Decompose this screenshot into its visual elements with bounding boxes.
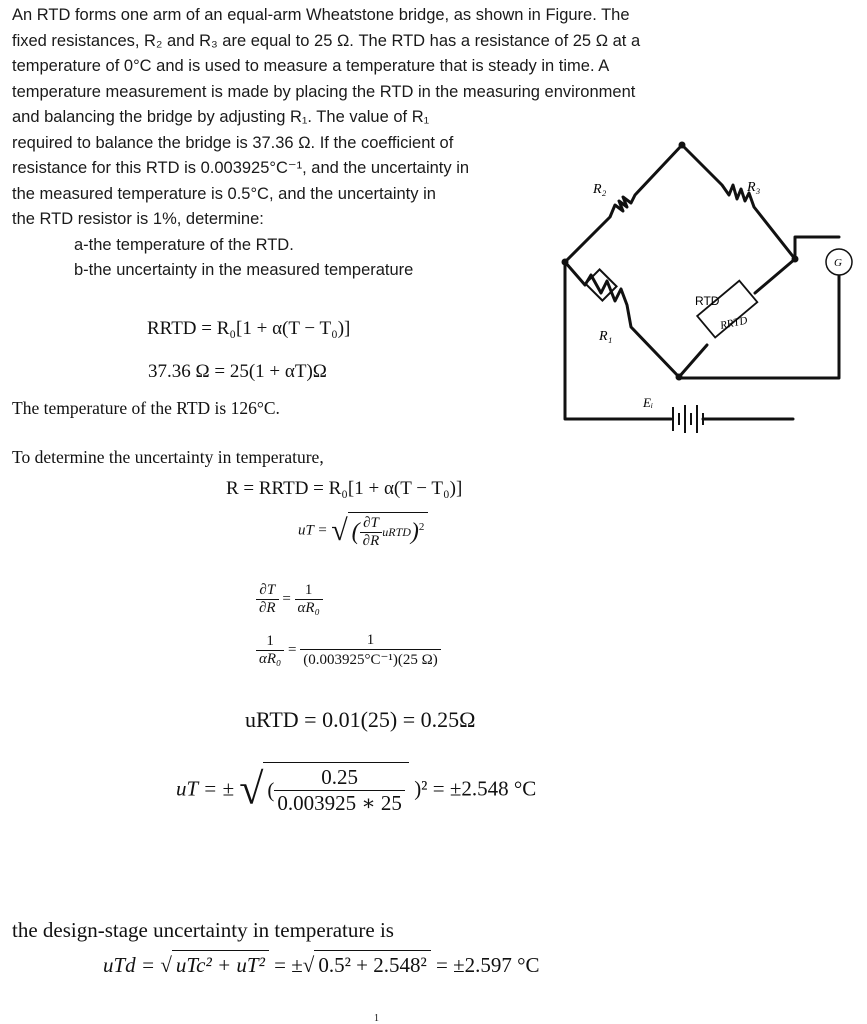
ut-lhs: uT =	[298, 522, 328, 539]
problem-line: temperature measurement is made by placing the RTD in the measuring environment	[12, 82, 636, 101]
ud-radicand-2: 0.5² + 2.548²	[314, 950, 430, 978]
ut-denominator: 0.003925 ∗ 25	[277, 791, 402, 815]
equation-r: R = RRTD = R₀[1 + α(T − T₀)]	[226, 478, 463, 499]
problem-line: An RTD forms one arm of an equal-arm Wheatstone bridge, as shown in Figure. The	[12, 6, 630, 24]
ut-formula: uT = √ ( $\frac{\partial T}{\partial R}$ uRTD)$^2$	[298, 512, 428, 550]
node-left	[562, 259, 569, 266]
problem-line: required to balance the bridge is 37.36 Ω. If the coefficient of	[12, 133, 454, 152]
ut-calculation: uT = ± √ ( $\frac{0.25}{0.003925 ∗ 25}$ )² = ±2.548 °C	[176, 762, 536, 816]
ud-lhs: uTd =	[103, 953, 156, 977]
page-mark: 1	[374, 1013, 379, 1024]
urtd-calculation: uRTD = 0.01(25) = 0.25Ω	[245, 707, 476, 732]
partial-derivative: $\frac{\partial T}{\partial R}$ = $\frac{1}{\text{αR₀}}$	[256, 582, 323, 617]
rtd-label: RTD	[695, 294, 720, 308]
problem-line: the measured temperature is 0.5°C, and the uncertainty in	[12, 184, 436, 203]
design-stage-equation: uTd = √ uTc² + uT² = ±√ 0.5² + 2.548² = ±2.597 °C	[103, 950, 540, 978]
temperature-result: The temperature of the RTD is 126°C.	[12, 398, 280, 418]
ud-result: = ±2.597 °C	[436, 953, 540, 977]
partial-den: ∂R	[362, 533, 380, 549]
design-stage-intro: the design-stage uncertainty in temperature is	[12, 918, 394, 942]
ut-numerator: 0.25	[274, 765, 405, 791]
problem-line: fixed resistances, R₂ and R₃ are equal to 25 Ω. The RTD has a resistance of 25 Ω at a	[12, 31, 641, 50]
equation-rtd: RRTD = R₀[1 + α(T − T₀)]	[147, 318, 351, 339]
part-b: b-the uncertainty in the measured temperature	[74, 261, 414, 279]
exponent: 2	[418, 520, 425, 533]
part-a: a-the temperature of the RTD.	[74, 235, 294, 254]
problem-line: temperature of 0°C and is used to measure a temperature that is steady in time. A	[12, 57, 610, 75]
r3-resistor-arm	[682, 145, 795, 259]
r1-label: R₁	[599, 329, 613, 344]
wheatstone-bridge-diagram	[555, 135, 867, 445]
partial-num: ∂T	[360, 515, 383, 533]
r2-label: R₂	[593, 182, 607, 197]
ut-result: )² = ±2.548 °C	[414, 776, 537, 801]
problem-line: the RTD resistor is 1%, determine:	[12, 210, 264, 228]
g-label: G	[834, 257, 842, 269]
rtd-arm-wire	[679, 345, 707, 377]
rtd-arm-wire	[755, 259, 795, 293]
urtd-symbol: uRTD	[382, 524, 411, 539]
problem-line: resistance for this RTD is 0.003925°C⁻¹, and the uncertainty in	[12, 159, 470, 177]
node-top	[679, 142, 686, 149]
ut-calc-lhs: uT = ±	[176, 776, 234, 801]
derivative-values: $\frac{1}{\text{αR₀}}$ = $\frac{1}{\text{(0.003925°C⁻¹)(25 Ω)}}$	[256, 632, 441, 669]
problem-line: and balancing the bridge by adjusting R₁. The value of R₁	[12, 108, 430, 126]
node-bottom	[676, 374, 683, 381]
ei-label: Eᵢ	[643, 395, 653, 410]
r1-resistor-arm	[565, 262, 679, 377]
r2-resistor-arm	[565, 145, 682, 262]
r3-label: R₃	[747, 180, 761, 195]
uncertainty-intro: To determine the uncertainty in temperature,	[12, 447, 324, 467]
node-right	[792, 256, 799, 263]
rrtd-label: RRTD	[719, 314, 749, 332]
battery-wire	[565, 262, 671, 419]
equation-substituted: 37.36 Ω = 25(1 + αT)Ω	[148, 361, 327, 382]
denominator-values: (0.003925°C⁻¹)(25 Ω)	[303, 652, 438, 668]
ud-radicand-1: uTc² + uT²	[172, 950, 269, 978]
